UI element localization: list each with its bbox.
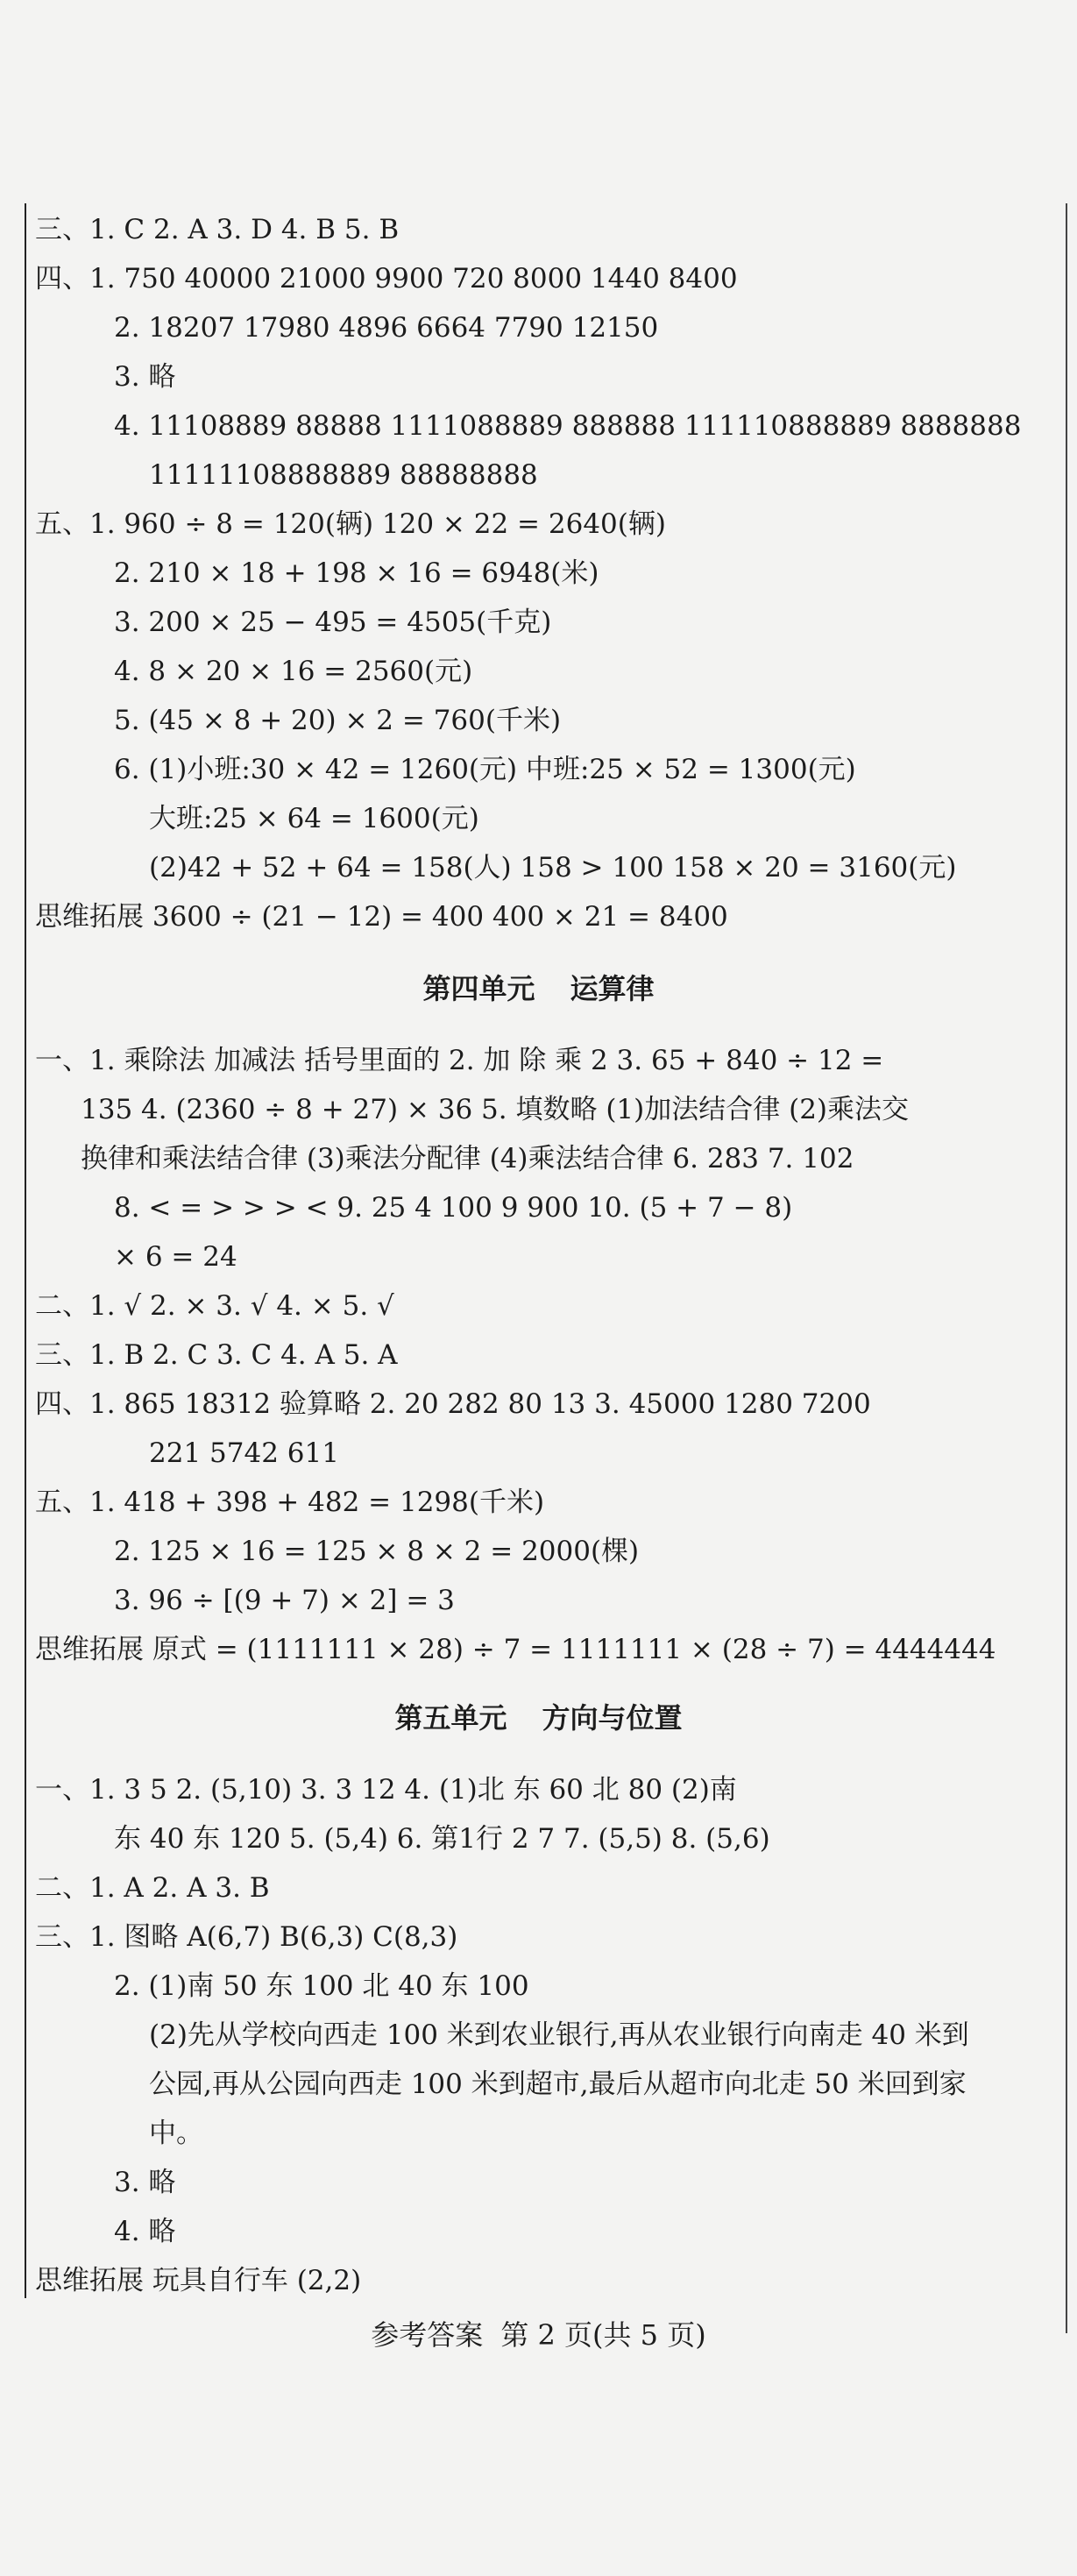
answer-line: 思维拓展 3600 ÷ (21 − 12) = 400 400 × 21 = 8400 bbox=[35, 901, 728, 933]
answer-line: 4. 11108889 88888 1111088889 888888 111110888889 8888888 bbox=[114, 410, 1022, 442]
answer-line: 大班:25 × 64 = 1600(元) bbox=[149, 803, 479, 834]
answer-line: 6. (1)小班:30 × 42 = 1260(元) 中班:25 × 52 = 1300(元) bbox=[114, 754, 856, 785]
section-title-topic: 运算律 bbox=[570, 972, 655, 1005]
answer-line: 3. 略 bbox=[114, 361, 176, 393]
answer-line: 4. 略 bbox=[114, 2216, 176, 2247]
answer-line: 4. 8 × 20 × 16 = 2560(元) bbox=[114, 656, 473, 687]
page-footer bbox=[0, 2310, 1077, 2360]
answer-line: 中。 bbox=[149, 2118, 203, 2149]
answer-line: 思维拓展 玩具自行车 (2,2) bbox=[35, 2265, 362, 2296]
footer-page-number: 第 2 页(共 5 页) bbox=[500, 2318, 706, 2352]
answer-line: 135 4. (2360 ÷ 8 + 27) × 36 5. 填数略 (1)加法结合律 (2)乘法交 bbox=[81, 1094, 910, 1125]
answer-line: 公园,再从公园向西走 100 米到超市,最后从超市向北走 50 米回到家 bbox=[149, 2069, 967, 2100]
answer-line: × 6 = 24 bbox=[114, 1241, 237, 1273]
right-border-rule bbox=[1066, 203, 1067, 2333]
answer-line: 四、1. 865 18312 验算略 2. 20 282 80 13 3. 45000 1280 7200 bbox=[35, 1388, 871, 1420]
answer-line: 8. < = > > > < 9. 25 4 100 9 900 10. (5 + 7 − 8) bbox=[114, 1192, 793, 1224]
answer-line: 11111108888889 88888888 bbox=[149, 459, 538, 491]
section-title-unit: 第四单元 bbox=[422, 972, 535, 1005]
answer-line: 思维拓展 原式 = (1111111 × 28) ÷ 7 = 1111111 × (28 ÷ 7) = 4444444 bbox=[35, 1634, 996, 1665]
answer-line: 三、1. 图略 A(6,7) B(6,3) C(8,3) bbox=[35, 1921, 458, 1953]
answer-line: 二、1. √ 2. × 3. √ 4. × 5. √ bbox=[35, 1290, 394, 1322]
answer-line: 三、1. B 2. C 3. C 4. A 5. A bbox=[35, 1339, 398, 1371]
section-title-unit: 第五单元 bbox=[394, 1701, 507, 1735]
answer-line: 5. (45 × 8 + 20) × 2 = 760(千米) bbox=[114, 705, 562, 736]
answer-line: 2. (1)南 50 东 100 北 40 东 100 bbox=[114, 1970, 529, 2002]
answer-line: 3. 96 ÷ [(9 + 7) × 2] = 3 bbox=[114, 1585, 455, 1616]
answer-line: 四、1. 750 40000 21000 9900 720 8000 1440 8400 bbox=[35, 263, 738, 295]
answer-line: 二、1. A 2. A 3. B bbox=[35, 1872, 270, 1904]
answer-line: 三、1. C 2. A 3. D 4. B 5. B bbox=[35, 214, 400, 245]
answer-line: (2)先从学校向西走 100 米到农业银行,再从农业银行向南走 40 米到 bbox=[149, 2019, 969, 2051]
answer-line: 3. 200 × 25 − 495 = 4505(千克) bbox=[114, 607, 552, 638]
answer-line: 221 5742 611 bbox=[149, 1437, 339, 1469]
answer-line: 一、1. 乘除法 加减法 括号里面的 2. 加 除 乘 2 3. 65 + 840 ÷ 12 = bbox=[35, 1045, 884, 1076]
answer-line: 3. 略 bbox=[114, 2167, 176, 2198]
left-border-rule bbox=[25, 203, 26, 2298]
answer-line: 一、1. 3 5 2. (5,10) 3. 3 12 4. (1)北 东 60 北 80 (2)南 bbox=[35, 1774, 737, 1806]
answer-line: 五、1. 418 + 398 + 482 = 1298(千米) bbox=[35, 1487, 545, 1518]
answer-line: 2. 18207 17980 4896 6664 7790 12150 bbox=[114, 312, 659, 344]
section-title-topic: 方向与位置 bbox=[542, 1701, 683, 1735]
answer-line: 2. 210 × 18 + 198 × 16 = 6948(米) bbox=[114, 557, 599, 589]
answer-line: 2. 125 × 16 = 125 × 8 × 2 = 2000(棵) bbox=[114, 1536, 640, 1567]
answer-line: (2)42 + 52 + 64 = 158(人) 158 > 100 158 × 20 = 3160(元) bbox=[149, 852, 957, 884]
section-title bbox=[0, 964, 1077, 1013]
footer-label: 参考答案 bbox=[371, 2318, 484, 2352]
answer-line: 东 40 东 120 5. (5,4) 6. 第1行 2 7 7. (5,5) 8. (5,6) bbox=[114, 1823, 770, 1855]
answer-line: 五、1. 960 ÷ 8 = 120(辆) 120 × 22 = 2640(辆) bbox=[35, 508, 666, 540]
answer-line: 换律和乘法结合律 (3)乘法分配律 (4)乘法结合律 6. 283 7. 102 bbox=[81, 1143, 854, 1174]
section-title bbox=[0, 1693, 1077, 1742]
